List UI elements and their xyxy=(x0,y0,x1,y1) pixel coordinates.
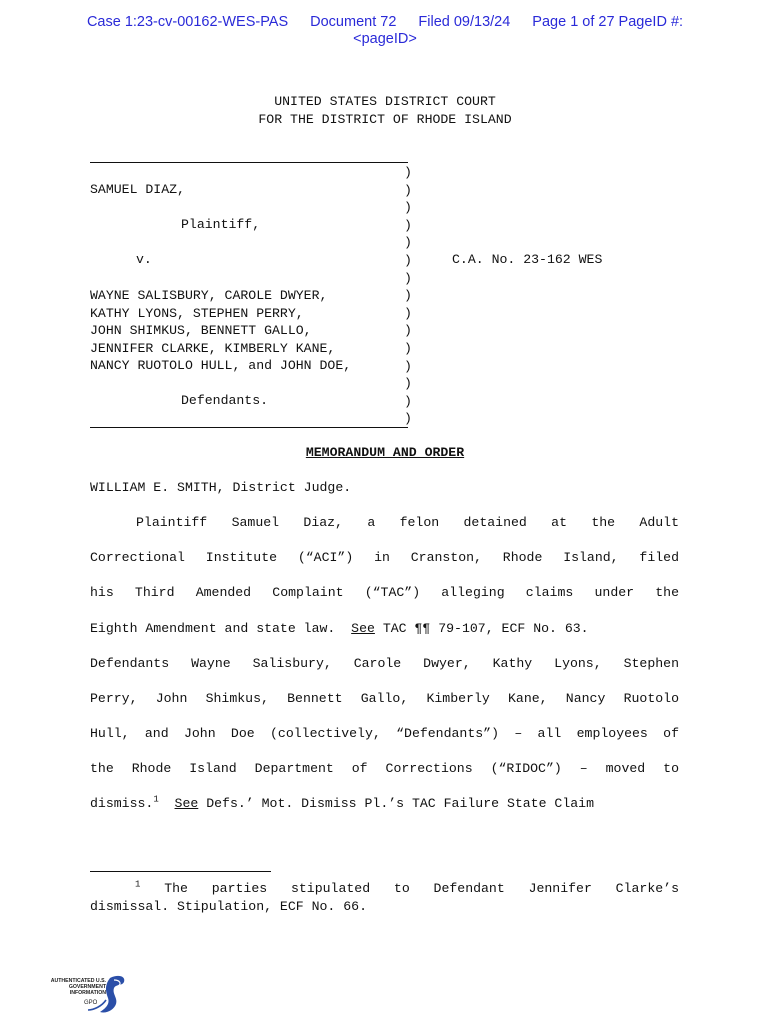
body-line: his Third Amended Complaint (“TAC”) alleging claims under the xyxy=(90,585,679,600)
plaintiff-role: Plaintiff, xyxy=(181,217,261,232)
body-line: the Rhode Island Department of Corrections (“RIDOC”) – moved to xyxy=(90,761,679,776)
footnote-line: dismissal. Stipulation, ECF No. 66. xyxy=(90,899,367,914)
see-signal: See xyxy=(174,796,199,811)
body-text: Eighth Amendment and state law. xyxy=(90,621,336,636)
footnote-line xyxy=(90,880,679,898)
body-text: dismiss. xyxy=(90,796,154,811)
court-heading xyxy=(0,93,770,129)
body-line: Defendants Wayne Salisbury, Carole Dwyer, Kathy Lyons, Stephen xyxy=(90,656,679,671)
gpo-authentication-logo xyxy=(44,972,130,1016)
body-line: Hull, and John Doe (collectively, “Defendants”) – all employees of xyxy=(90,726,679,741)
body-line: Plaintiff Samuel Diaz, a felon detained at the Adult xyxy=(136,515,679,530)
body-line xyxy=(90,796,679,811)
header-case: Case 1:23-cv-00162-WES-PAS xyxy=(86,14,289,30)
case-number: C.A. No. 23-162 WES xyxy=(452,252,603,267)
caption-parens: ) ) ) ) ) ) ) ) ) ) ) ) ) ) ) xyxy=(404,165,412,427)
body-line xyxy=(90,621,679,636)
caption-top-rule xyxy=(90,162,408,163)
header-page: Page 1 of 27 PageID #: xyxy=(532,14,684,30)
defendant-line: JENNIFER CLARKE, KIMBERLY KANE, xyxy=(90,340,336,356)
versus: v. xyxy=(136,252,152,267)
defendants-role: Defendants. xyxy=(181,393,269,408)
defendant-line: WAYNE SALISBURY, CAROLE DWYER, xyxy=(90,288,328,303)
defendant-line: JOHN SHIMKUS, BENNETT GALLO, xyxy=(90,323,312,339)
header-pageid: <pageID> xyxy=(353,31,417,47)
document-title: MEMORANDUM AND ORDER xyxy=(305,445,465,460)
body-line: Correctional Institute (“ACI”) in Cranston, Rhode Island, filed xyxy=(90,550,679,565)
footnote-rule xyxy=(90,871,271,872)
court-line-2: FOR THE DISTRICT OF RHODE ISLAND xyxy=(258,112,512,127)
gpo-label: GPO xyxy=(84,1000,98,1006)
footnote-mark: 1 xyxy=(135,879,141,890)
footnote-text: The parties stipulated to Defendant Jennifer Clarke’s xyxy=(164,881,679,896)
judge-line: WILLIAM E. SMITH, District Judge. xyxy=(90,480,352,495)
court-line-1: UNITED STATES DISTRICT COURT xyxy=(274,94,496,109)
caption-bottom-rule xyxy=(90,427,408,428)
logo-text: AUTHENTICATED U.S. GOVERNMENT INFORMATION xyxy=(50,978,106,996)
defendant-line: NANCY RUOTOLO HULL, and JOHN DOE, xyxy=(90,358,352,374)
defendant-line: KATHY LYONS, STEPHEN PERRY, xyxy=(90,305,304,321)
plaintiff-name: SAMUEL DIAZ, xyxy=(90,182,185,197)
filing-header xyxy=(0,14,770,48)
footnote-ref[interactable]: 1 xyxy=(153,794,159,805)
body-text: TAC ¶¶ 79-107, ECF No. 63. xyxy=(382,621,589,636)
body-text: Defs.’ Mot. Dismiss Pl.’s TAC Failure State Claim xyxy=(206,796,594,811)
header-document: Document 72 xyxy=(310,14,397,30)
see-signal: See xyxy=(351,621,375,636)
body-line: Perry, John Shimkus, Bennett Gallo, Kimberly Kane, Nancy Ruotolo xyxy=(90,691,679,706)
header-filed: Filed 09/13/24 xyxy=(418,14,511,30)
eagle-icon xyxy=(44,972,130,1016)
